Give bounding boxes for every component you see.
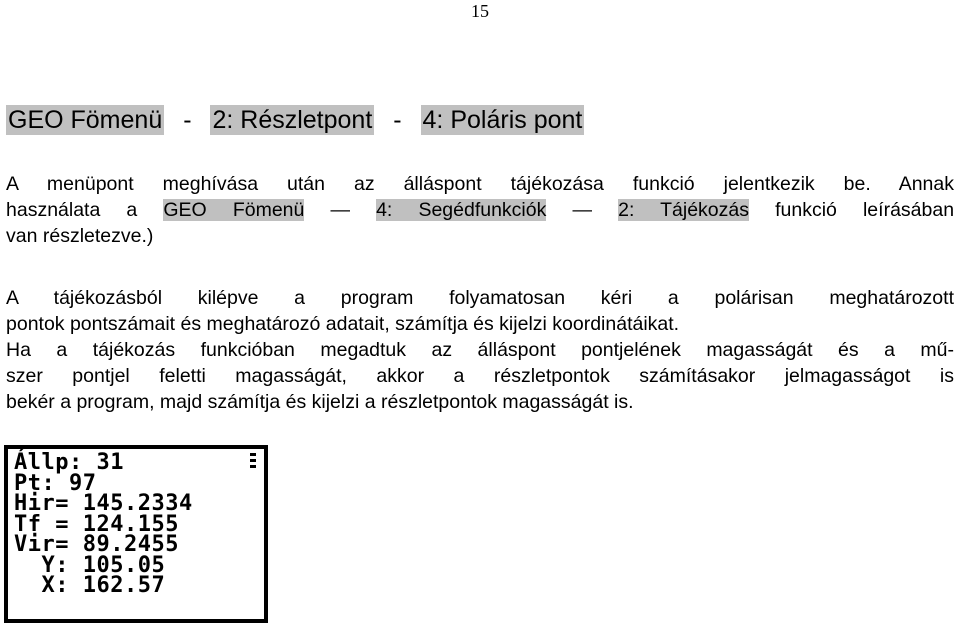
- calculator-display: [8, 449, 264, 619]
- heading-function: 4: Poláris pont: [422, 106, 583, 134]
- section-heading: [6, 106, 584, 135]
- calc-line-horizontal-angle: Hir= 145.2334: [14, 491, 193, 516]
- menu-reference: GEO Fömenü: [163, 199, 305, 221]
- calc-line-x: X: 162.57: [14, 573, 166, 598]
- busy-indicator-icon: [250, 453, 256, 471]
- paragraph-line: van részletezve.): [6, 225, 154, 247]
- calc-line-distance: Tf = 124.155: [14, 511, 179, 537]
- calc-line-station: Állp: 31: [14, 450, 124, 475]
- text-run: funkció leírásában: [775, 199, 955, 221]
- heading-separator: -: [393, 106, 402, 134]
- calculator-screen: [4, 445, 268, 623]
- calc-line-point: Pt: 97: [14, 470, 97, 496]
- paragraph-line: [6, 197, 954, 223]
- em-dash: —: [572, 199, 592, 221]
- text-run: használata a: [6, 199, 138, 221]
- menu-reference: 4: Segédfunkciók: [376, 199, 547, 221]
- paragraph-line: A menüpont meghívása után az álláspont tájékozása funkció jelentkezik be. Annak: [6, 173, 954, 195]
- heading-menu: GEO Fömenü: [8, 106, 163, 134]
- paragraph-line: A tájékozásból kilépve a program folyamatosan kéri a polárisan meghatározott: [6, 287, 954, 309]
- calc-line-y: Y: 105.05: [14, 552, 166, 578]
- description-paragraph: [6, 285, 954, 415]
- menu-reference: 2: Tájékozás: [618, 199, 749, 221]
- paragraph-line: Ha a tájékozás funkcióban megadtuk az álláspont pontjelének magasságát és a mű-: [6, 339, 954, 361]
- em-dash: —: [330, 199, 350, 221]
- page-number: 15: [471, 1, 489, 21]
- intro-paragraph: [6, 171, 954, 249]
- paragraph-line: szer pontjel feletti magasságát, akkor a részletpontok számításakor jelmagasságot is: [6, 365, 954, 387]
- paragraph-line: pontok pontszámait és meghatározó adatait, számítja és kijelzi koordinátáikat.: [6, 313, 680, 335]
- heading-submenu: 2: Részletpont: [212, 106, 373, 134]
- heading-separator: -: [183, 106, 192, 134]
- calc-line-vertical-angle: Vir= 89.2455: [14, 532, 179, 557]
- paragraph-line: bekér a program, majd számítja és kijelzi a részletpontok magasságát is.: [6, 391, 634, 413]
